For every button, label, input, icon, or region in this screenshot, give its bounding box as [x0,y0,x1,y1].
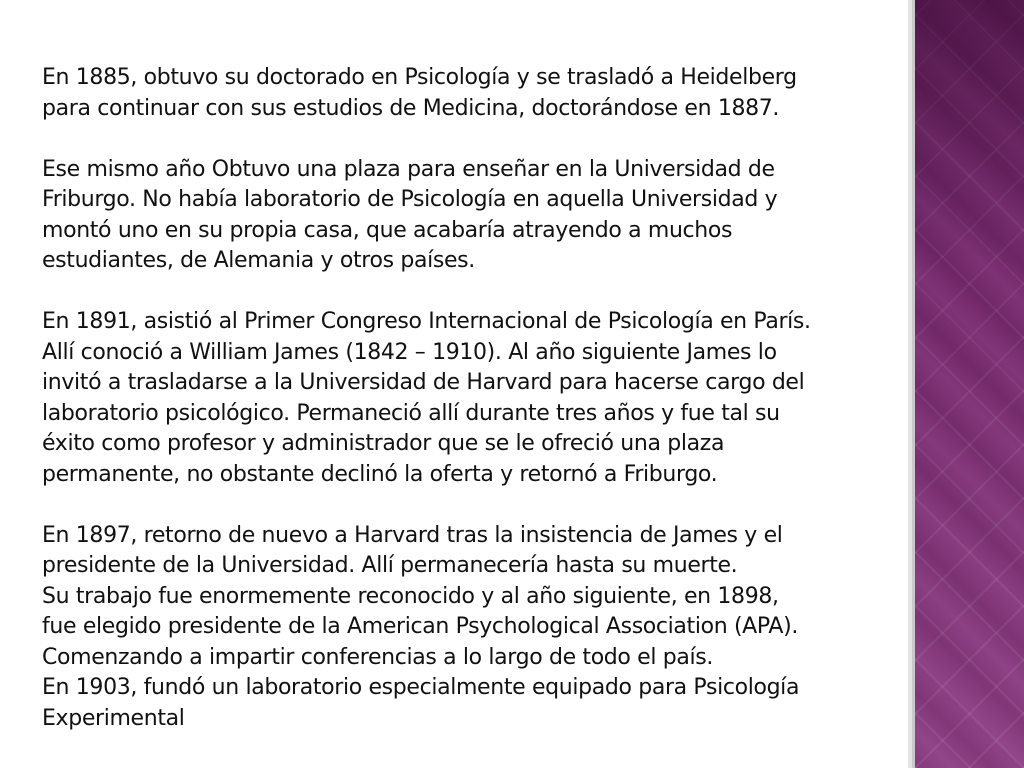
text-line: invitó a trasladarse a la Universidad de Harvard para hacerse cargo del [42,370,805,395]
paragraph-1897 [42,521,908,735]
text-line: estudiantes, de Alemania y otros países. [42,248,475,273]
text-line: En 1885, obtuvo su doctorado en Psicología y se trasladó a Heidelberg [42,65,797,90]
text-line: laboratorio psicológico. Permaneció allí durante tres años y fue tal su [42,400,780,426]
text-line: Ese mismo año Obtuvo una plaza para enseñar en la Universidad de [42,156,775,182]
paragraph-gap [42,490,908,521]
paragraph-1891 [42,307,908,490]
paragraph-gap [42,124,908,155]
text-line: éxito como profesor y administrador que se le ofreció una plaza [42,431,725,456]
text-line: fue elegido presidente de la American Psychological Association (APA). [42,614,798,639]
text-line: para continuar con sus estudios de Medicina, doctorándose en 1887. [42,95,780,121]
text-line: Experimental [42,705,185,731]
paragraph-1885 [42,63,908,124]
text-line: En 1891, asistió al Primer Congreso Internacional de Psicología en París. [42,309,811,334]
text-line: En 1903, fundó un laboratorio especialmente equipado para Psicología [42,675,800,700]
decorative-side-band [912,0,1024,768]
text-line: Friburgo. No había laboratorio de Psicología en aquella Universidad y [42,187,778,212]
text-line: presidente de la Universidad. Allí permanecería hasta su muerte. [42,553,738,578]
slide-body-text [42,63,908,734]
text-line: En 1897, retorno de nuevo a Harvard tras la insistencia de James y el [42,522,783,548]
text-line: permanente, no obstante declinó la oferta y retornó a Friburgo. [42,461,718,487]
text-line: montó uno en su propia casa, que acabaría atrayendo a muchos [42,217,733,243]
text-line: Comenzando a impartir conferencias a lo largo de todo el país. [42,644,714,670]
paragraph-friburgo [42,155,908,277]
paragraph-gap [42,277,908,308]
text-line: Su trabajo fue enormemente reconocido y al año siguiente, en 1898, [42,583,779,609]
text-line: Allí conoció a William James (1842 – 1910). Al año siguiente James lo [42,339,777,365]
